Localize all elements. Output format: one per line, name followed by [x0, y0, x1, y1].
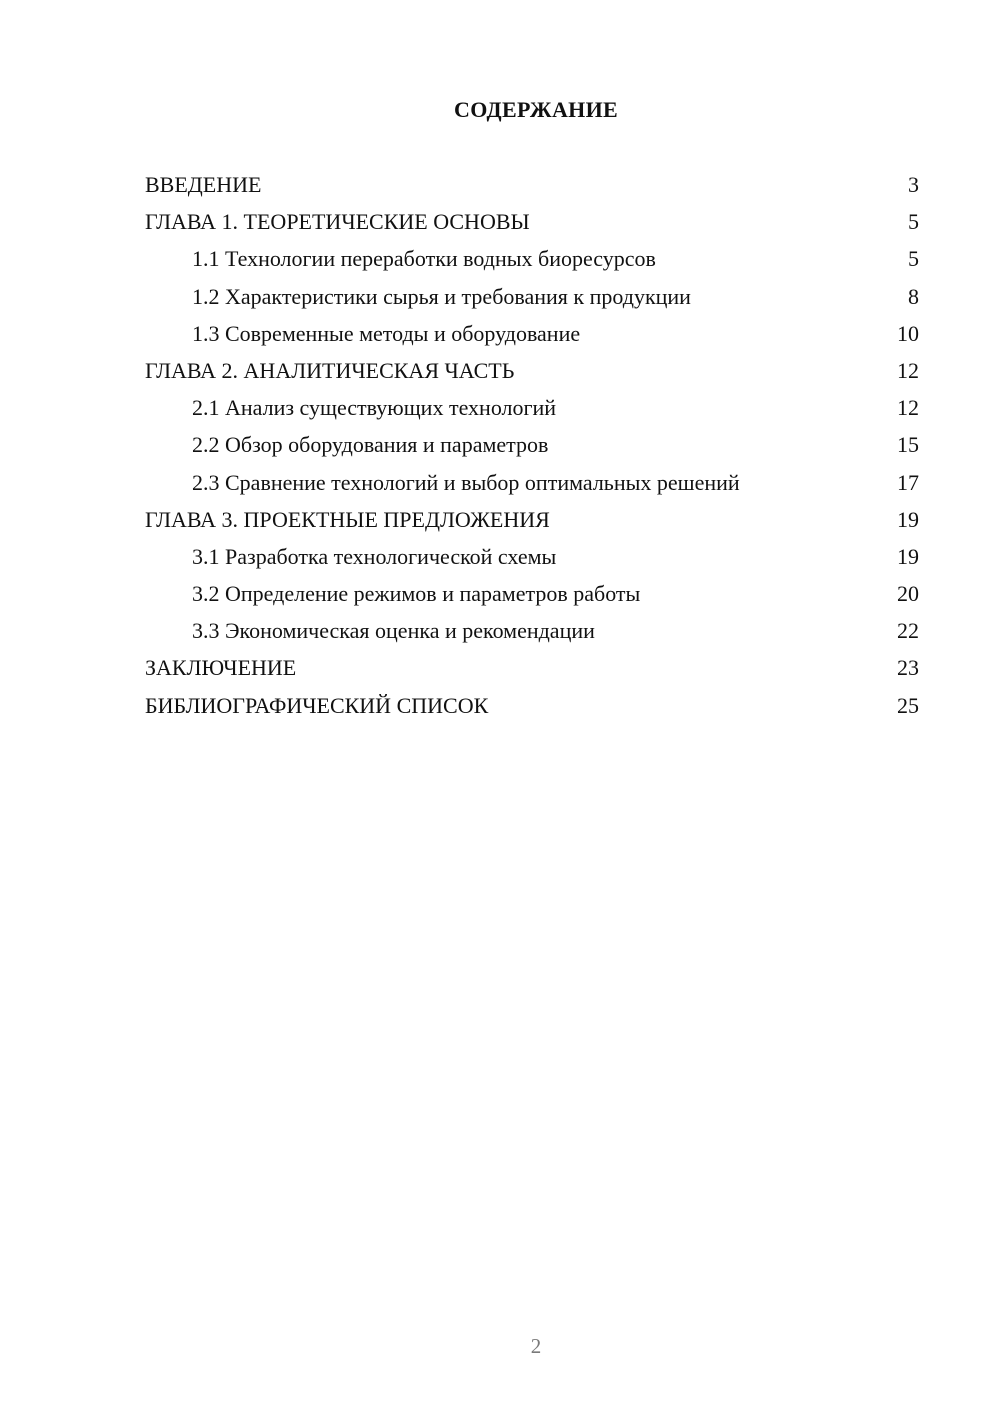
toc-entry-section-2-2[interactable] — [145, 426, 919, 463]
toc-entry-title: 2.3 Сравнение технологий и выбор оптимальных решений — [192, 469, 740, 495]
table-of-contents — [145, 166, 919, 724]
toc-entry-title: 3.3 Экономическая оценка и рекомендации — [192, 618, 595, 644]
toc-entry-title: 1.1 Технологии переработки водных биоресурсов — [192, 246, 656, 272]
toc-entry-title: ЗАКЛЮЧЕНИЕ — [145, 655, 297, 681]
toc-entry-page: 8 — [908, 283, 919, 309]
toc-entry-title: 1.2 Характеристики сырья и требования к продукции — [192, 283, 691, 309]
toc-entry-page: 5 — [908, 246, 919, 272]
toc-entry-section-2-1[interactable] — [145, 389, 919, 426]
toc-entry-chapter-3[interactable] — [145, 501, 919, 538]
toc-entry-page: 3 — [908, 172, 919, 197]
toc-entry-chapter-2[interactable] — [145, 352, 919, 389]
toc-entry-title: 2.1 Анализ существующих технологий — [192, 395, 557, 421]
toc-entry-page: 12 — [897, 395, 919, 421]
toc-entry-page: 15 — [897, 432, 919, 458]
toc-entry-section-2-3[interactable] — [145, 464, 919, 501]
toc-entry-conclusion[interactable] — [145, 649, 919, 686]
toc-entry-introduction[interactable] — [145, 166, 919, 203]
toc-entry-title: 3.1 Разработка технологической схемы — [192, 543, 557, 569]
toc-entry-page: 17 — [897, 469, 919, 495]
toc-entry-title: ГЛАВА 3. ПРОЕКТНЫЕ ПРЕДЛОЖЕНИЯ — [145, 506, 550, 532]
toc-entry-title: 3.2 Определение режимов и параметров работы — [192, 581, 641, 607]
toc-entry-page: 20 — [897, 581, 919, 607]
toc-entry-page: 12 — [897, 357, 919, 383]
toc-entry-section-3-1[interactable] — [145, 538, 919, 575]
toc-entry-section-1-2[interactable] — [145, 278, 919, 315]
page-number: 2 — [530, 1334, 542, 1358]
toc-entry-page: 19 — [897, 506, 919, 532]
toc-entry-chapter-1[interactable] — [145, 203, 919, 240]
toc-entry-section-1-3[interactable] — [145, 315, 919, 352]
toc-entry-page: 25 — [897, 692, 919, 718]
toc-entry-page: 10 — [897, 320, 919, 346]
toc-entry-page: 22 — [897, 618, 919, 644]
toc-entry-bibliography[interactable] — [145, 687, 919, 724]
toc-entry-page: 19 — [897, 543, 919, 569]
toc-entry-section-3-2[interactable] — [145, 575, 919, 612]
toc-entry-page: 23 — [897, 655, 919, 681]
toc-entry-title: 2.2 Обзор оборудования и параметров — [192, 432, 549, 458]
toc-entry-title: ГЛАВА 2. АНАЛИТИЧЕСКАЯ ЧАСТЬ — [145, 357, 515, 383]
toc-entry-section-3-3[interactable] — [145, 612, 919, 649]
toc-entry-title: ВВЕДЕНИЕ — [145, 172, 262, 197]
toc-title: СОДЕРЖАНИЕ — [454, 97, 618, 122]
toc-entry-section-1-1[interactable] — [145, 240, 919, 277]
toc-entry-title: 1.3 Современные методы и оборудование — [192, 320, 581, 346]
toc-entry-title: БИБЛИОГРАФИЧЕСКИЙ СПИСОК — [145, 692, 489, 718]
toc-entry-page: 5 — [908, 209, 919, 235]
toc-entry-title: ГЛАВА 1. ТЕОРЕТИЧЕСКИЕ ОСНОВЫ — [145, 209, 530, 235]
